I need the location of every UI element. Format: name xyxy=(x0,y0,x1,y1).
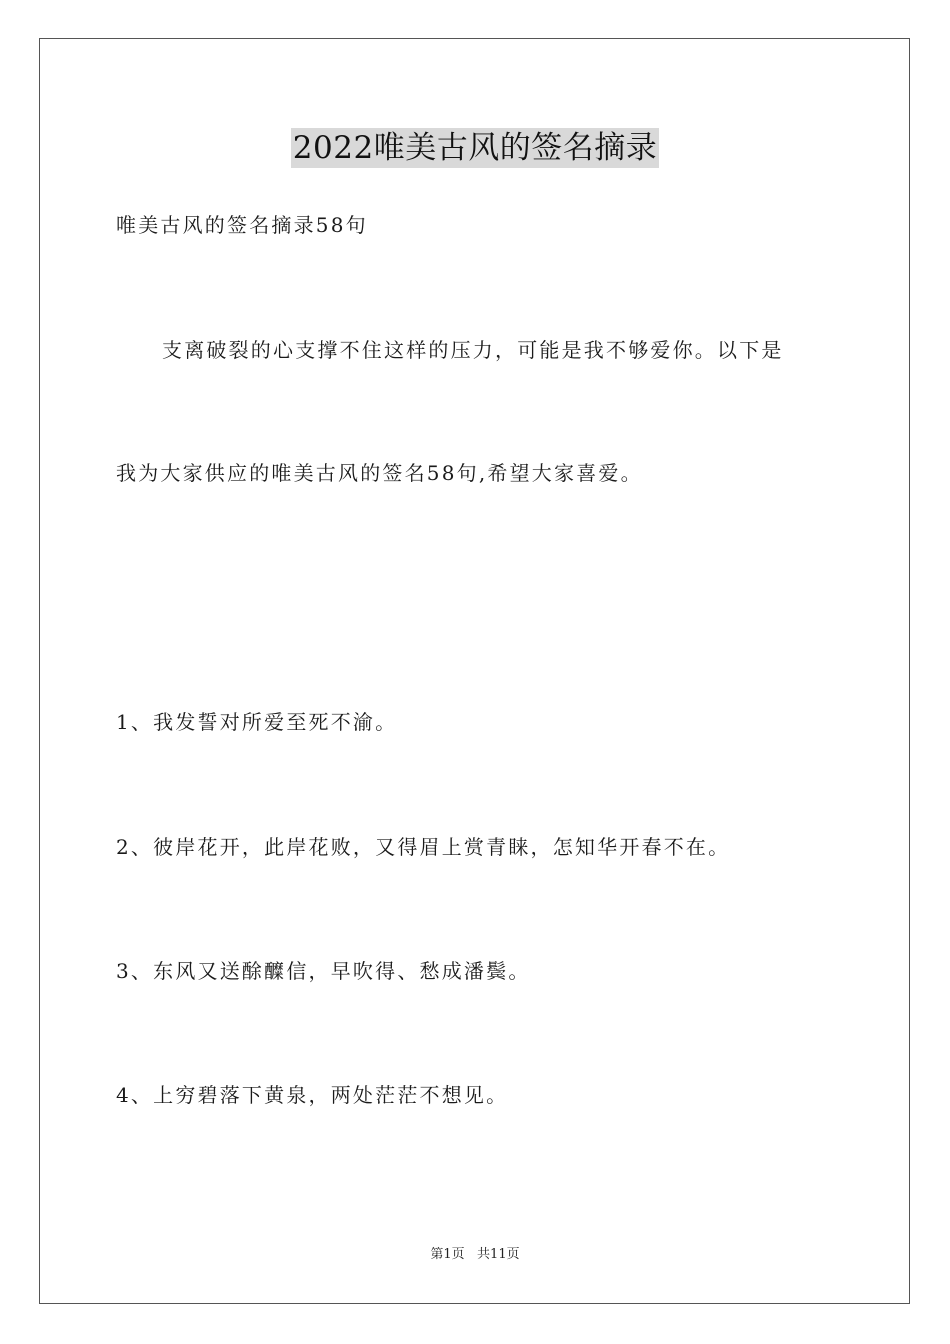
list-item: 3、东风又送酴醾信，早吹得、愁成潘鬓。 xyxy=(116,959,531,983)
intro-paragraph-line-2: 我为大家供应的唯美古风的签名58句,希望大家喜爱。 xyxy=(116,461,643,485)
document-title: 2022唯美古风的签名摘录 xyxy=(292,130,658,166)
list-item: 1、我发誓对所爱至死不渝。 xyxy=(116,710,398,734)
page-number-footer: 第1页 共11页 xyxy=(430,1247,520,1262)
intro-paragraph-line-1: 支离破裂的心支撑不住这样的压力，可能是我不够爱你。以下是 xyxy=(162,338,784,362)
list-item: 2、彼岸花开，此岸花败，又得眉上赏青睐，怎知华开春不在。 xyxy=(116,835,731,859)
list-item: 4、上穷碧落下黄泉，两处茫茫不想见。 xyxy=(116,1083,509,1107)
document-subtitle: 唯美古风的签名摘录58句 xyxy=(116,213,368,237)
title-container xyxy=(0,128,950,168)
